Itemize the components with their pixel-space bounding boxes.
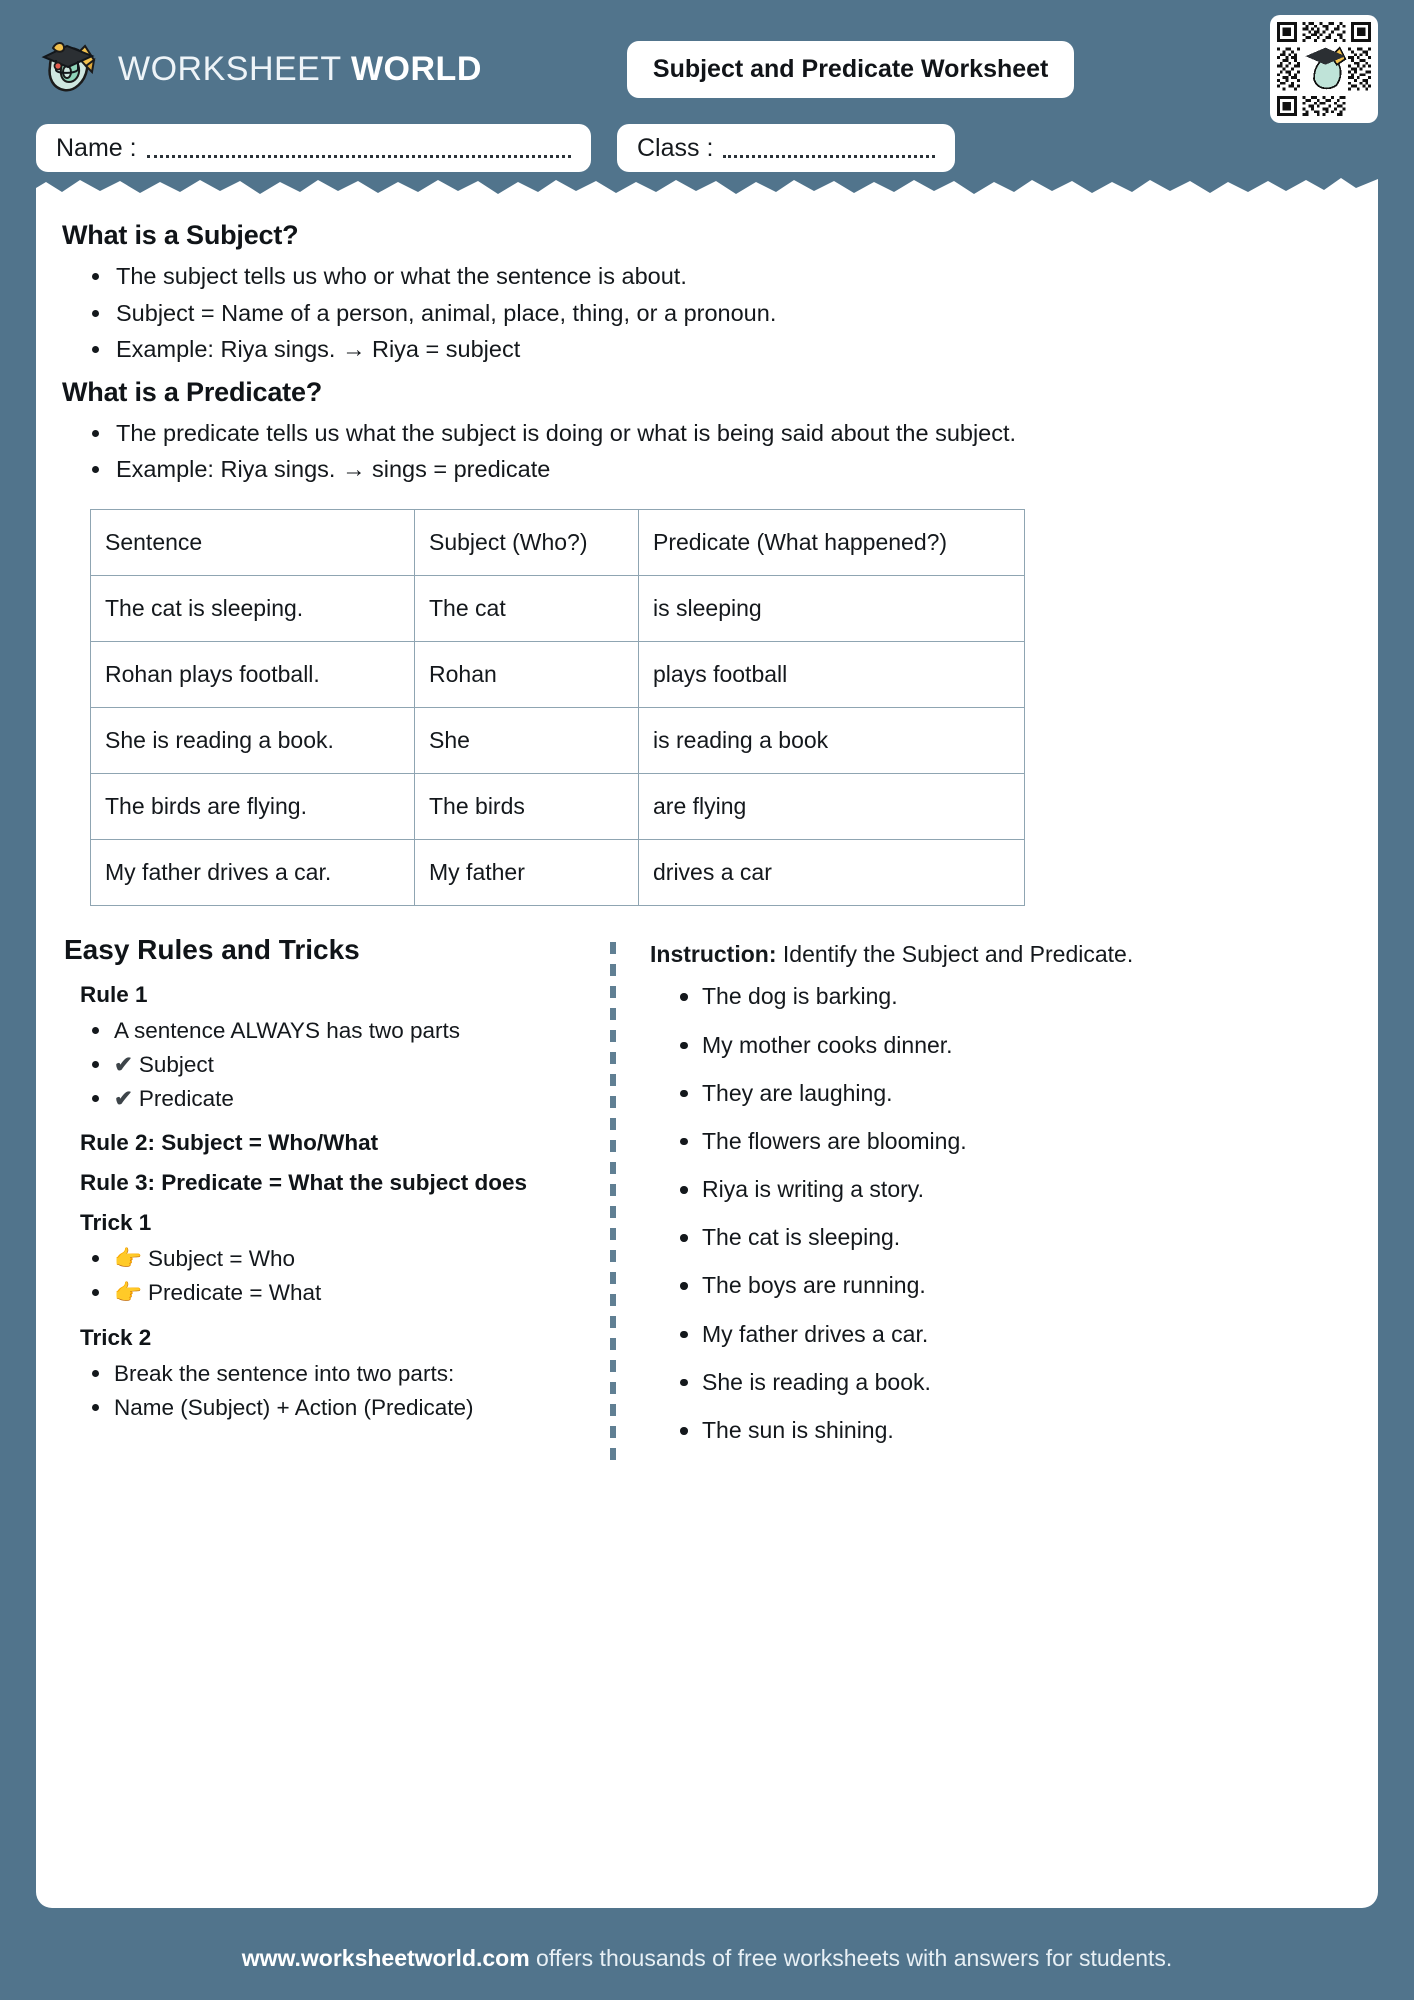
predicate-bullet-list [62,416,1352,487]
name-field[interactable] [36,124,591,172]
list-item: My father drives a car. [646,1318,1352,1350]
list-item: Name (Subject) + Action (Predicate) [62,1391,598,1425]
worksheet-sheet [36,172,1378,1908]
pointing-finger-icon: 👉 [114,1246,143,1272]
page-footer [0,1945,1414,1972]
pointing-finger-icon: 👉 [114,1280,143,1306]
brand-name-light: WORKSHEET [118,49,342,88]
rules-column [62,934,610,1463]
list-item: The flowers are blooming. [646,1125,1352,1157]
check-icon: ✔ [114,1051,133,1077]
list-item [62,1014,598,1048]
table-row [91,773,1025,839]
name-input-line[interactable] [147,155,571,158]
list-item: Example: Riya sings. → Riya = subject [62,332,1352,367]
cell-sentence: The birds are flying. [91,773,415,839]
instruction-text [650,938,1352,971]
cell-sentence: She is reading a book. [91,707,415,773]
vertical-dashed-divider [610,942,616,1463]
rule-1-title: Rule 1 [80,981,148,1007]
cell-predicate: is sleeping [639,575,1025,641]
rule-1-list [62,1014,598,1117]
practice-sentence-list [646,980,1352,1446]
column-header-sentence: Sentence [91,509,415,575]
list-item: Riya is writing a story. [646,1173,1352,1205]
brand-name [118,50,482,89]
column-header-predicate: Predicate (What happened?) [639,509,1025,575]
cell-predicate: is reading a book [639,707,1025,773]
cell-sentence: Rohan plays football. [91,641,415,707]
column-header-subject: Subject (Who?) [415,509,639,575]
list-item [62,1082,598,1116]
class-label: Class : [637,133,714,162]
list-item [62,1048,598,1082]
list-item: They are laughing. [646,1077,1352,1109]
name-label: Name : [56,133,137,162]
list-item: The sun is shining. [646,1414,1352,1446]
check-icon: ✔ [114,1086,133,1112]
qr-code-icon[interactable] [1270,15,1378,123]
trick1-item-1-label: Predicate = What [148,1280,322,1306]
cell-subject: The birds [415,773,639,839]
class-input-line[interactable] [723,155,935,158]
table-header-row [91,509,1025,575]
trick1-item-0-label: Subject = Who [148,1246,295,1272]
class-field[interactable] [617,124,955,172]
cell-predicate: drives a car [639,839,1025,905]
list-item: Subject = Name of a person, animal, place, thing, or a pronoun. [62,296,1352,331]
rule1-item-0-label: A sentence ALWAYS has two parts [114,1017,461,1043]
list-item: The dog is barking. [646,980,1352,1012]
torn-paper-edge-icon [36,172,1378,198]
trick-2-title: Trick 2 [80,1324,152,1350]
list-item: The cat is sleeping. [646,1221,1352,1253]
rule-3-title: Rule 3: Predicate = What the subject does [80,1170,527,1196]
list-item: My mother cooks dinner. [646,1029,1352,1061]
cell-subject: My father [415,839,639,905]
brand-name-bold: WORLD [350,49,482,88]
list-item: The predicate tells us what the subject is doing or what is being said about the subject. [62,416,1352,451]
lower-two-column [62,934,1352,1463]
instruction-label: Instruction: [650,940,777,967]
header-top-row [36,30,1378,108]
list-item [62,1276,598,1310]
cell-subject: The cat [415,575,639,641]
footer-site-url[interactable]: www.worksheetworld.com [241,1945,530,1971]
practice-column [646,934,1352,1463]
cell-sentence: The cat is sleeping. [91,575,415,641]
list-item [62,1242,598,1276]
cell-sentence: My father drives a car. [91,839,415,905]
list-item: Example: Riya sings. → sings = predicate [62,452,1352,487]
cell-subject: Rohan [415,641,639,707]
predicate-heading: What is a Predicate? [62,376,323,407]
rule1-item-2-label: Predicate [138,1086,234,1112]
list-item: Break the sentence into two parts: [62,1357,598,1391]
cell-subject: She [415,707,639,773]
rules-heading: Easy Rules and Tricks [64,933,360,965]
rule-2-title: Rule 2: Subject = Who/What [80,1130,379,1156]
table-row [91,839,1025,905]
subject-heading: What is a Subject? [62,220,299,250]
cell-predicate: plays football [639,641,1025,707]
table-row [91,575,1025,641]
subject-predicate-table [90,509,1025,906]
subject-bullet-list [62,259,1352,367]
footer-tagline: offers thousands of free worksheets with answers for students. [529,1945,1173,1971]
trick-2-list [62,1357,598,1425]
cell-predicate: are flying [639,773,1025,839]
instruction-body: Identify the Subject and Predicate. [776,940,1134,967]
sheet-content [36,196,1378,1908]
list-item: The boys are running. [646,1269,1352,1301]
trick-1-list [62,1242,598,1310]
table-row [91,641,1025,707]
graduation-cap-pencil-logo-icon [36,36,102,102]
table-row [91,707,1025,773]
brand-logo [36,36,482,102]
worksheet-title-chip: Subject and Predicate Worksheet [627,41,1075,98]
list-item: She is reading a book. [646,1366,1352,1398]
list-item: The subject tells us who or what the sentence is about. [62,259,1352,294]
trick-1-title: Trick 1 [80,1210,152,1236]
rule1-item-1-label: Subject [138,1051,214,1077]
student-fields [36,124,1378,172]
